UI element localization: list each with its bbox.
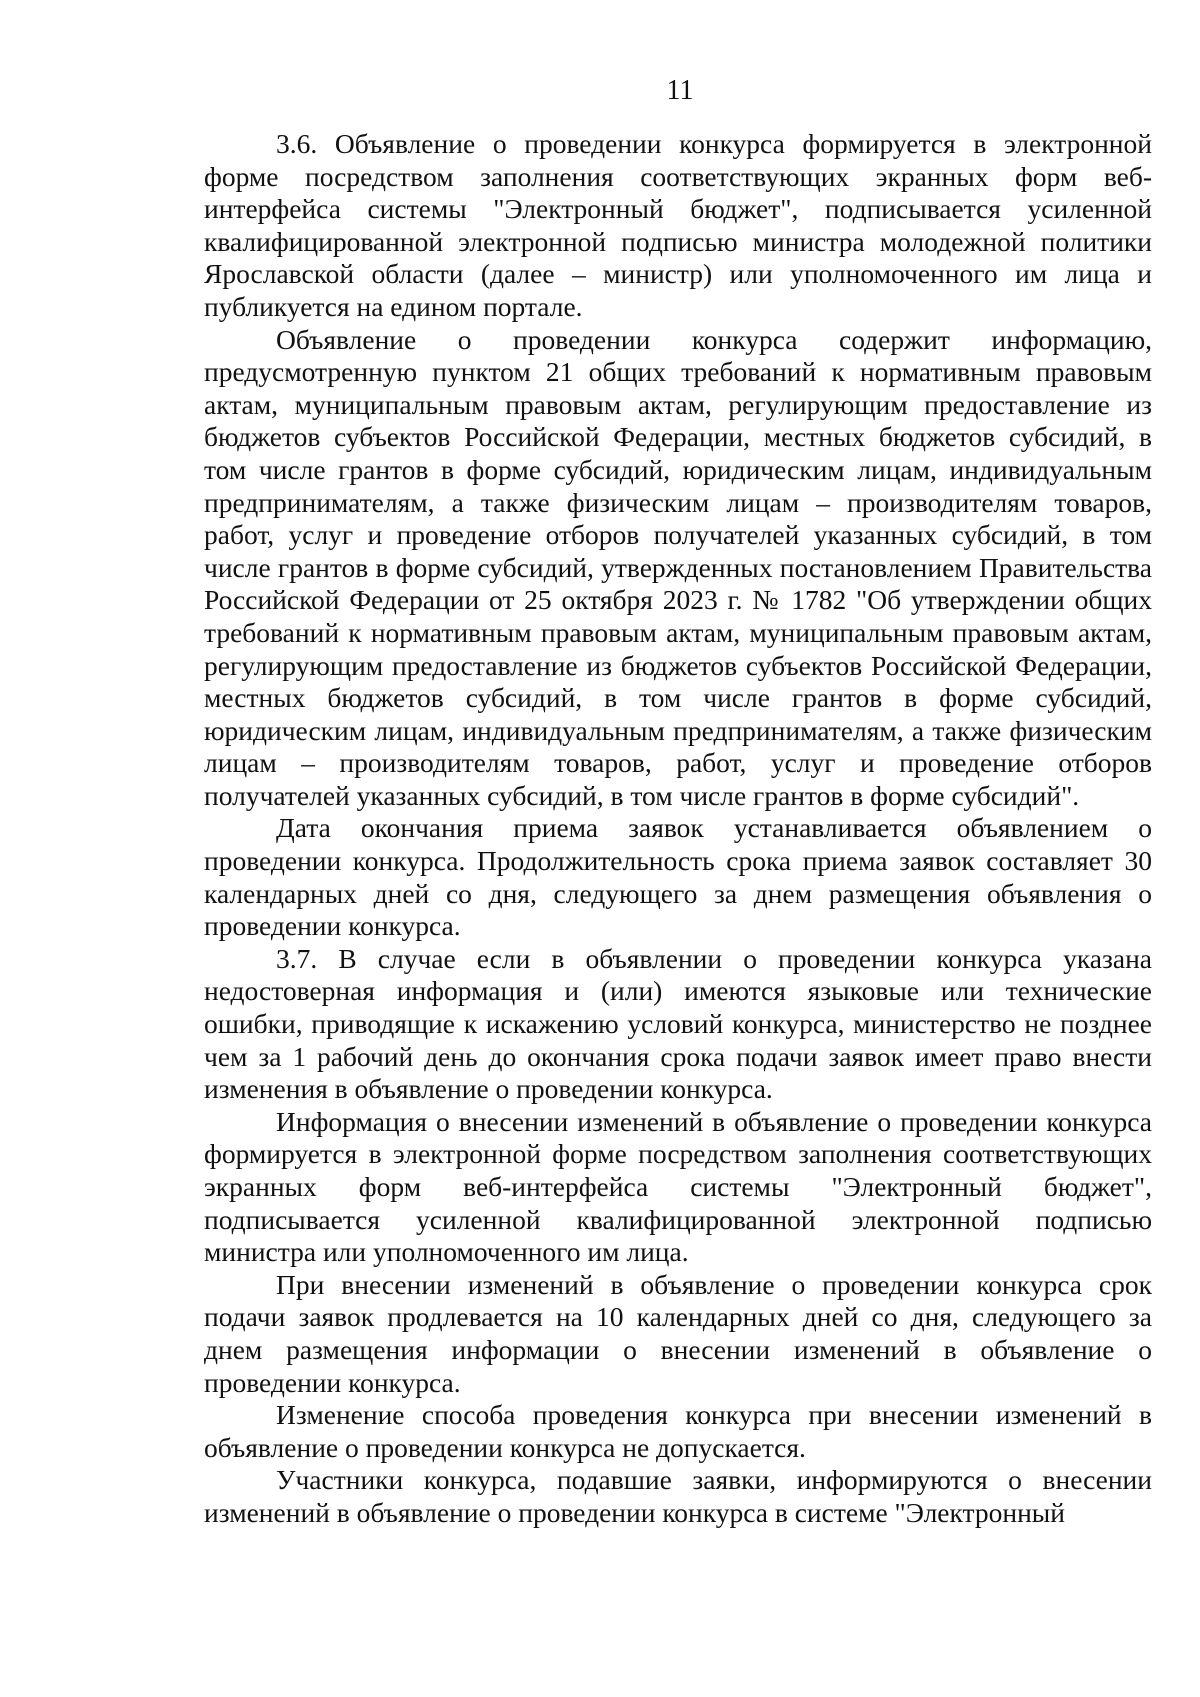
paragraph-method-change: Изменение способа проведения конкурса при внесении изменений в объявление о проведении конкурса не допускается. — [204, 1399, 1152, 1463]
paragraph-announcement-content: Объявление о проведении конкурса содержит информацию, предусмотренную пунктом 21 общих требований к нормативным правовым актам, муниципальным правовым актам, регулирующим предоставление из бюджетов субъектов Российской Федерации, местных бюджетов субсидий, в том числе грантов в форме субсидий, юридическим лицам, индивидуальным предпринимателям, а также физическим лицам – производителям товаров, работ, услуг и проведение отборов получателей указанных субсидий, в том числе грантов в форме субсидий, утвержденных постановлением Правительства Российской Федерации от 25 октября 2023 г. № 1782 "Об утверждении общих требований к нормативным правовым актам, муниципальным правовым актам, регулирующим предоставление из бюджетов субъектов Российской Федерации, местных бюджетов субсидий, в том числе грантов в форме субсидий, юридическим лицам, индивидуальным предпринимателям, а также физическим лицам – производителям товаров, работ, услуг и проведение отборов получателей указанных субсидий, в том числе грантов в форме субсидий". — [204, 323, 1152, 811]
paragraph-application-deadline: Дата окончания приема заявок устанавливается объявлением о проведении конкурса. Продолжительность срока приема заявок составляет 30 календарных дней со дня, следующего за днем размещения объявления о проведении конкурса. — [204, 812, 1152, 942]
paragraph-change-information: Информация о внесении изменений в объявление о проведении конкурса формируется в электронной форме посредством заполнения соответствующих экранных форм веб-интерфейса системы "Электронный бюджет", подписывается усиленной квалифицированной электронной подписью министра или уполномоченного им лица. — [204, 1105, 1152, 1268]
paragraph-deadline-extension: При внесении изменений в объявление о проведении конкурса срок подачи заявок продлевается на 10 календарных дней со дня, следующего за днем размещения информации о внесении изменений в объявление о проведении конкурса. — [204, 1268, 1152, 1398]
page-number: 11 — [666, 75, 694, 106]
paragraph-participant-notification: Участники конкурса, подавшие заявки, информируются о внесении изменений в объявление о проведении конкурса в системе "Электронный — [204, 1464, 1152, 1528]
document-body — [204, 128, 1152, 1530]
paragraph-3-6: 3.6. Объявление о проведении конкурса формируется в электронной форме посредством заполнения соответствующих экранных форм веб-интерфейса системы "Электронный бюджет", подписывается усиленной квалифицированной электронной подписью министра молодежной политики Ярославской области (далее – министр) или уполномоченного им лица и публикуется на едином портале. — [204, 128, 1152, 322]
paragraph-3-7: 3.7. В случае если в объявлении о проведении конкурса указана недостоверная информация и (или) имеются языковые или технические ошибки, приводящие к искажению условий конкурса, министерство не позднее чем за 1 рабочий день до окончания срока подачи заявок имеет право внести изменения в объявление о проведении конкурса. — [204, 942, 1152, 1105]
